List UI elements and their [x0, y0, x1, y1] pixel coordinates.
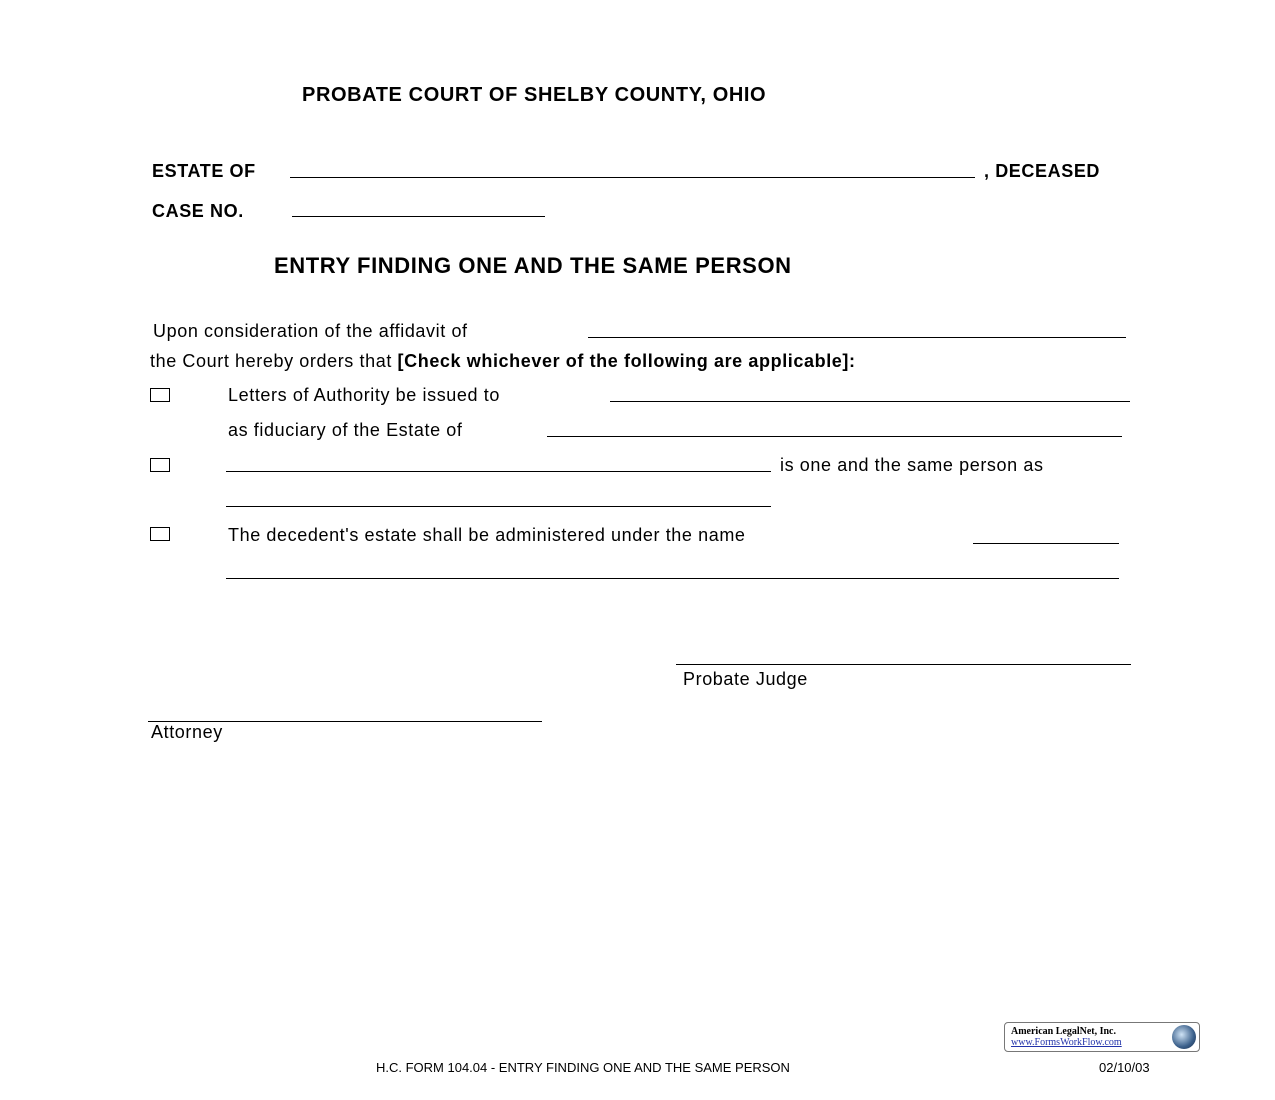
estate-of-fiduciary-line[interactable] — [547, 436, 1122, 437]
affiant-line[interactable] — [588, 337, 1126, 338]
other-name-line[interactable] — [226, 506, 771, 507]
court-heading: PROBATE COURT OF SHELBY COUNTY, OHIO — [302, 84, 767, 106]
deceased-label: , DECEASED — [984, 161, 1101, 181]
order-text-bold: [Check whichever of the following are applicable]: — [397, 351, 856, 371]
checkbox-letters-of-authority[interactable] — [150, 388, 170, 402]
document-title: ENTRY FINDING ONE AND THE SAME PERSON — [274, 253, 792, 278]
judge-label: Probate Judge — [683, 669, 808, 689]
globe-icon — [1172, 1025, 1196, 1049]
option1-text: Letters of Authority be issued to — [228, 385, 500, 405]
person-name-line[interactable] — [226, 471, 771, 472]
american-legalnet-logo[interactable] — [1004, 1022, 1200, 1052]
order-text — [150, 351, 856, 372]
form-footer: H.C. FORM 104.04 - ENTRY FINDING ONE AND THE SAME PERSON — [376, 1060, 790, 1075]
logo-name: American LegalNet, Inc. — [1011, 1026, 1116, 1037]
administered-name-line-1[interactable] — [973, 543, 1119, 544]
attorney-label: Attorney — [151, 722, 223, 742]
order-text-normal: the Court hereby orders that — [150, 351, 398, 371]
checkbox-same-person[interactable] — [150, 458, 170, 472]
affidavit-text: Upon consideration of the affidavit of — [153, 321, 468, 341]
option1b-text: as fiduciary of the Estate of — [228, 420, 463, 440]
estate-name-line[interactable] — [290, 177, 975, 178]
option2-text: is one and the same person as — [780, 455, 1044, 475]
fiduciary-name-line[interactable] — [610, 401, 1130, 402]
estate-of-label: ESTATE OF — [152, 161, 256, 181]
logo-url[interactable]: www.FormsWorkFlow.com — [1011, 1037, 1122, 1048]
option3-text: The decedent's estate shall be administered under the name — [228, 525, 746, 545]
administered-name-line-2[interactable] — [226, 578, 1119, 579]
judge-signature-line[interactable] — [676, 664, 1131, 665]
case-no-line[interactable] — [292, 216, 545, 217]
form-date: 02/10/03 — [1099, 1060, 1150, 1075]
checkbox-administered-name[interactable] — [150, 527, 170, 541]
case-no-label: CASE NO. — [152, 201, 244, 221]
